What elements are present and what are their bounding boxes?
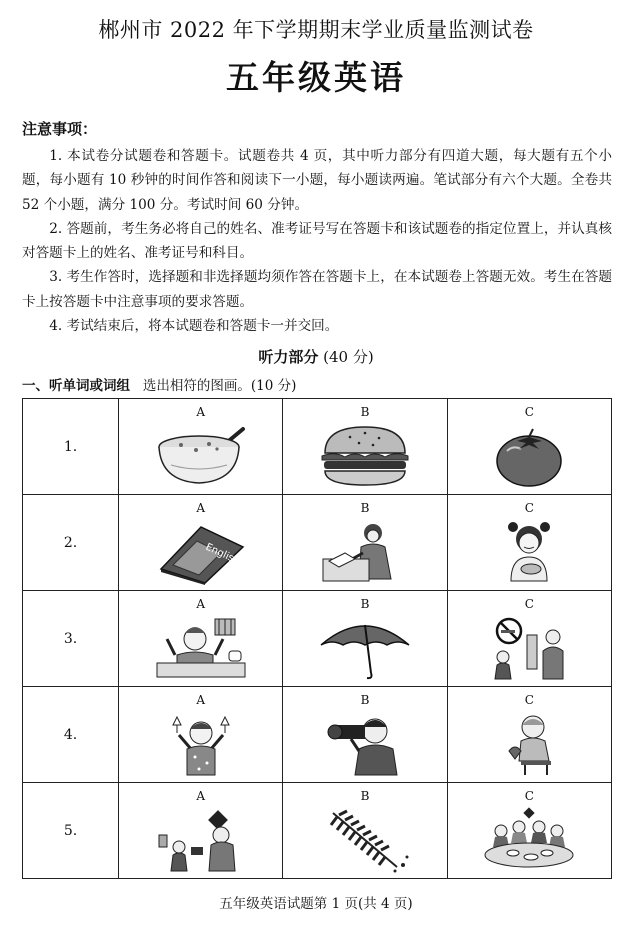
option-letter: C — [524, 501, 534, 515]
option-letter: A — [196, 501, 206, 515]
option-letter: C — [524, 789, 534, 803]
table-row — [23, 591, 612, 687]
woman-at-desk-icon — [315, 519, 415, 585]
grandpa-sitting-icon — [479, 711, 579, 777]
option-cell[interactable] — [447, 783, 611, 879]
option-cell[interactable] — [283, 687, 447, 783]
option-letter: A — [196, 789, 206, 803]
man-with-camera-icon — [315, 711, 415, 777]
note-item: 3. 考生作答时，选择题和非选择题均须作答在答题卡上，在本试题卷上答题无效。考生在答题卡上按答题卡中注意事项的要求答题。 — [22, 269, 612, 310]
firecrackers-icon — [315, 807, 415, 873]
option-cell[interactable] — [283, 591, 447, 687]
option-cell[interactable] — [119, 591, 283, 687]
question-number: 5. — [23, 783, 119, 879]
option-cell[interactable] — [119, 399, 283, 495]
question-table — [22, 398, 612, 879]
no-smoking-sign-icon — [479, 615, 579, 681]
option-letter: B — [360, 597, 370, 611]
note-item: 1. 本试卷分试题卷和答题卡。试题卷共 4 页，其中听力部分有四道大题，每大题有五个小题，每小题有 10 秒钟的时间作答和阅读下一小题，每小题读两遍。笔试部分有六个大题。全卷共 52 个小题，满分 100 分。考试时间 60 分钟。 — [22, 148, 612, 213]
option-cell[interactable] — [283, 783, 447, 879]
boy-waking-up-icon — [151, 615, 251, 681]
note-item: 4. 考试结束后，将本试题卷和答题卡一并交回。 — [49, 318, 339, 335]
option-cell[interactable] — [447, 687, 611, 783]
table-row — [23, 399, 612, 495]
option-letter: C — [524, 693, 534, 707]
section-name: 听力部分 — [258, 348, 319, 366]
option-cell[interactable] — [283, 495, 447, 591]
question-number: 3. — [23, 591, 119, 687]
option-cell[interactable] — [447, 399, 611, 495]
part-heading — [22, 374, 296, 394]
page-footer: 五年级英语试题第 1 页(共 4 页) — [219, 896, 413, 912]
option-cell[interactable] — [119, 495, 283, 591]
table-row — [23, 687, 612, 783]
option-letter: A — [196, 597, 206, 611]
family-dinner-icon — [479, 807, 579, 873]
notes-heading: 注意事项： — [22, 120, 98, 138]
option-letter: C — [524, 405, 534, 419]
table-row — [23, 495, 612, 591]
hamburger-icon — [315, 423, 415, 489]
tomato-icon — [479, 423, 579, 489]
option-letter: B — [360, 693, 370, 707]
option-letter: B — [360, 405, 370, 419]
option-letter: A — [196, 693, 206, 707]
section-score: (40 分) — [323, 348, 374, 366]
option-cell[interactable] — [119, 687, 283, 783]
soup-bowl-icon — [151, 423, 251, 489]
giving-red-envelope-icon — [151, 807, 251, 873]
question-number: 2. — [23, 495, 119, 591]
section-title — [0, 346, 632, 367]
option-cell[interactable] — [447, 495, 611, 591]
boy-celebrating-icon — [151, 711, 251, 777]
english-book-icon — [151, 519, 251, 585]
option-letter: A — [196, 405, 206, 419]
option-letter: C — [524, 597, 534, 611]
table-row — [23, 783, 612, 879]
exam-title: 郴州市 2022 年下学期期末学业质量监测试卷 — [98, 18, 534, 42]
subject-title: 五年级英语 — [226, 58, 406, 97]
option-cell[interactable] — [447, 591, 611, 687]
option-cell[interactable] — [283, 399, 447, 495]
question-number: 4. — [23, 687, 119, 783]
note-item: 2. 答题前，考生务必将自己的姓名、准考证号写在答题卡和该试题卷的指定位置上，并认真核对答题卡上的姓名、准考证号和科目。 — [22, 220, 612, 262]
option-letter: B — [360, 501, 370, 515]
question-number: 1. — [23, 399, 119, 495]
girl-eating-icon — [479, 519, 579, 585]
umbrella-icon — [315, 615, 415, 681]
option-cell[interactable] — [119, 783, 283, 879]
part-label: 一、听单词或词组 — [22, 378, 130, 394]
part-instruction: 选出相符的图画。(10 分) — [142, 378, 297, 394]
option-letter: B — [360, 789, 370, 803]
notes-list — [22, 144, 612, 338]
book-title: English — [203, 541, 241, 567]
